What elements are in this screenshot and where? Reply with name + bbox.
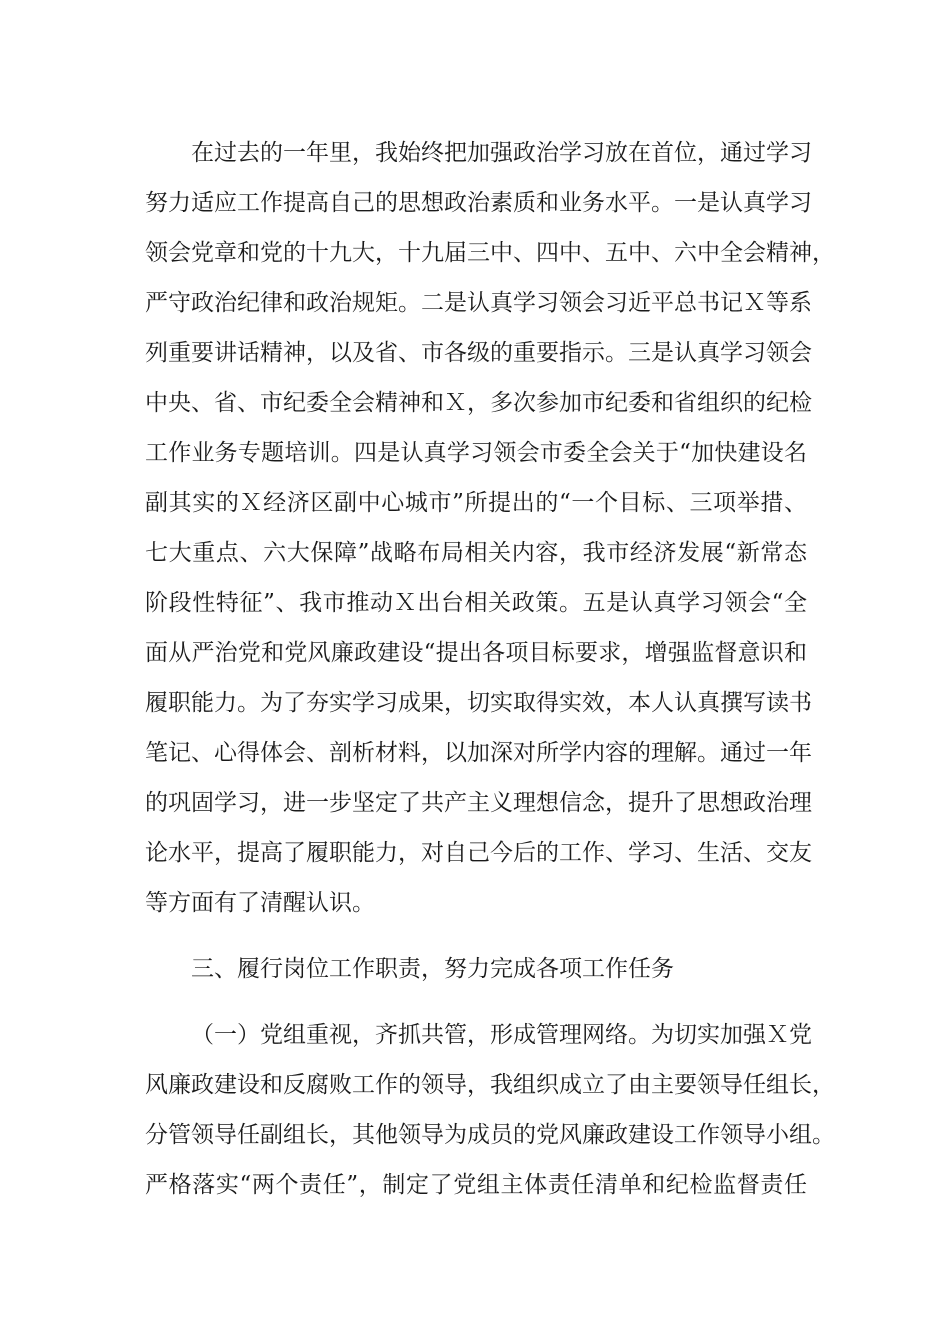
text-line: 论水平，提高了履职能力，对自己今后的工作、学习、生活、交友 [145,840,812,866]
text-line: 等方面有了清醒认识。 [145,890,375,916]
text-line: 中央、省、市纪委全会精神和Ｘ，多次参加市纪委和省组织的纪检 [145,390,812,416]
text-line: （一）党组重视，齐抓共管，形成管理网络。为切实加强Ｘ党 [191,1022,812,1048]
text-line: 严格落实“两个责任”，制定了党组主体责任清单和纪检监督责任 [145,1172,807,1198]
text-line: 履职能力。为了夯实学习成果，切实取得实效，本人认真撰写读书 [145,690,812,716]
paragraph-study [145,128,835,928]
text-line: 笔记、心得体会、剖析材料，以加深对所学内容的理解。通过一年 [145,740,812,766]
document-body [145,128,835,1210]
text-line: 领会党章和党的十九大，十九届三中、四中、五中、六中全会精神， [145,240,835,266]
text-line: 的巩固学习，进一步坚定了共产主义理想信念，提升了思想政治理 [145,790,812,816]
text-line: 七大重点、六大保障”战略布局相关内容，我市经济发展“新常态 [145,540,807,566]
text-line: 分管领导任副组长，其他领导为成员的党风廉政建设工作领导小组。 [145,1122,835,1148]
section-heading [145,944,807,994]
text-line: 列重要讲话精神，以及省、市各级的重要指示。三是认真学习领会 [145,340,812,366]
text-line: 严守政治纪律和政治规矩。二是认真学习领会习近平总书记Ｘ等系 [145,290,812,316]
text-line: 在过去的一年里，我始终把加强政治学习放在首位，通过学习 [191,140,812,166]
heading-line: 三、履行岗位工作职责，努力完成各项工作任务 [191,956,674,982]
text-line: 风廉政建设和反腐败工作的领导，我组织成立了由主要领导任组长， [145,1072,835,1098]
text-line: 阶段性特征”、我市推动Ｘ出台相关政策。五是认真学习领会“全 [145,590,807,616]
paragraph-gap [145,994,807,1010]
text-line: 努力适应工作提高自己的思想政治素质和业务水平。一是认真学习 [145,190,812,216]
paragraph-section-1 [145,1010,835,1210]
text-line: 面从严治党和党风廉政建设“提出各项目标要求，增强监督意识和 [145,640,807,666]
paragraph-gap [145,928,807,944]
text-line: 副其实的Ｘ经济区副中心城市”所提出的“一个目标、三项举措、 [145,490,807,516]
text-line: 工作业务专题培训。四是认真学习领会市委全会关于“加快建设名 [145,440,807,466]
